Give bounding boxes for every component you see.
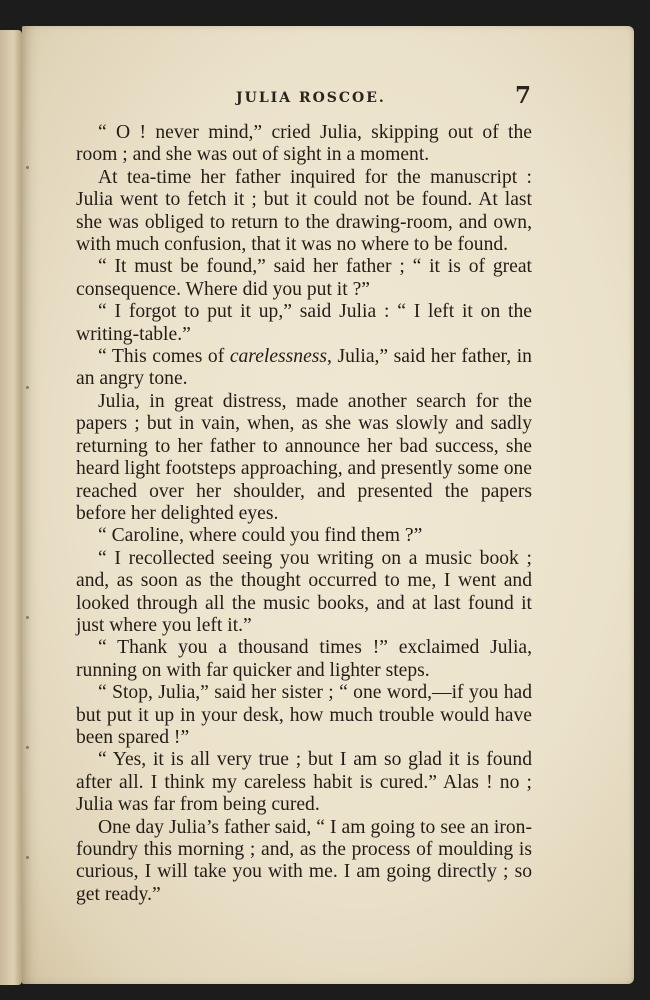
paragraph: “ I forgot to put it up,” said Julia : “ I left it on the writing-table.” <box>76 301 532 345</box>
running-title: JULIA ROSCOE. <box>236 90 386 106</box>
paragraph-text: , Julia,” said her father, in an angry tone. <box>76 346 532 390</box>
paragraph: One day Julia’s father said, “ I am going to see an iron-foundry this morning ; and, as the process of moulding is curious, I will take you with me. I am going directly ; so get ready.” <box>76 816 532 905</box>
paragraph: Julia, in great distress, made another search for the papers ; but in vain, when, as she was slowly and sadly returning to her father to announce her bad success, she heard light footsteps approaching, and presently some one reached over her shoulder, and presented the papers before her delighted eyes. <box>76 390 532 524</box>
paragraph: “ Yes, it is all very true ; but I am so glad it is found after all. I think my careless habit is cured.” Alas ! no ; Julia was far from being cured. <box>76 749 532 816</box>
facing-page-edge <box>0 30 22 985</box>
paragraph: “ Stop, Julia,” said her sister ; “ one word,—if you had but put it up in your desk, how much trouble would have been spared !” <box>76 682 532 748</box>
paragraph: At tea-time her father inquired for the manuscript : Julia went to fetch it ; but it could not be found. At last she was obliged to return to the drawing-room, and own, with much confusion, that it was no where to be found. <box>76 166 532 256</box>
paragraph-text: “ This comes of <box>98 346 230 368</box>
running-head <box>22 82 634 112</box>
paragraph: “ O ! never mind,” cried Julia, skipping out of the room ; and she was out of sight in a moment. <box>76 122 532 166</box>
body-text <box>76 122 532 906</box>
paragraph <box>76 346 532 391</box>
paragraph: “ I recollected seeing you writing on a music book ; and, as soon as the thought occurred to me, I went and looked through all the music books, and at last found it just where you left it.” <box>76 547 532 636</box>
paragraph: “ It must be found,” said her father ; “ it is of great consequence. Where did you put it ?” <box>76 256 532 300</box>
paragraph: “ Caroline, where could you find them ?” <box>98 525 423 547</box>
book-page <box>22 26 634 984</box>
gutter-stitch-marks <box>26 26 36 984</box>
emphasized-word: carelessness <box>229 346 328 368</box>
page-number: 7 <box>515 82 532 109</box>
paragraph: “ Thank you a thousand times !” exclaimed Julia, running on with far quicker and lighter steps. <box>76 637 532 681</box>
